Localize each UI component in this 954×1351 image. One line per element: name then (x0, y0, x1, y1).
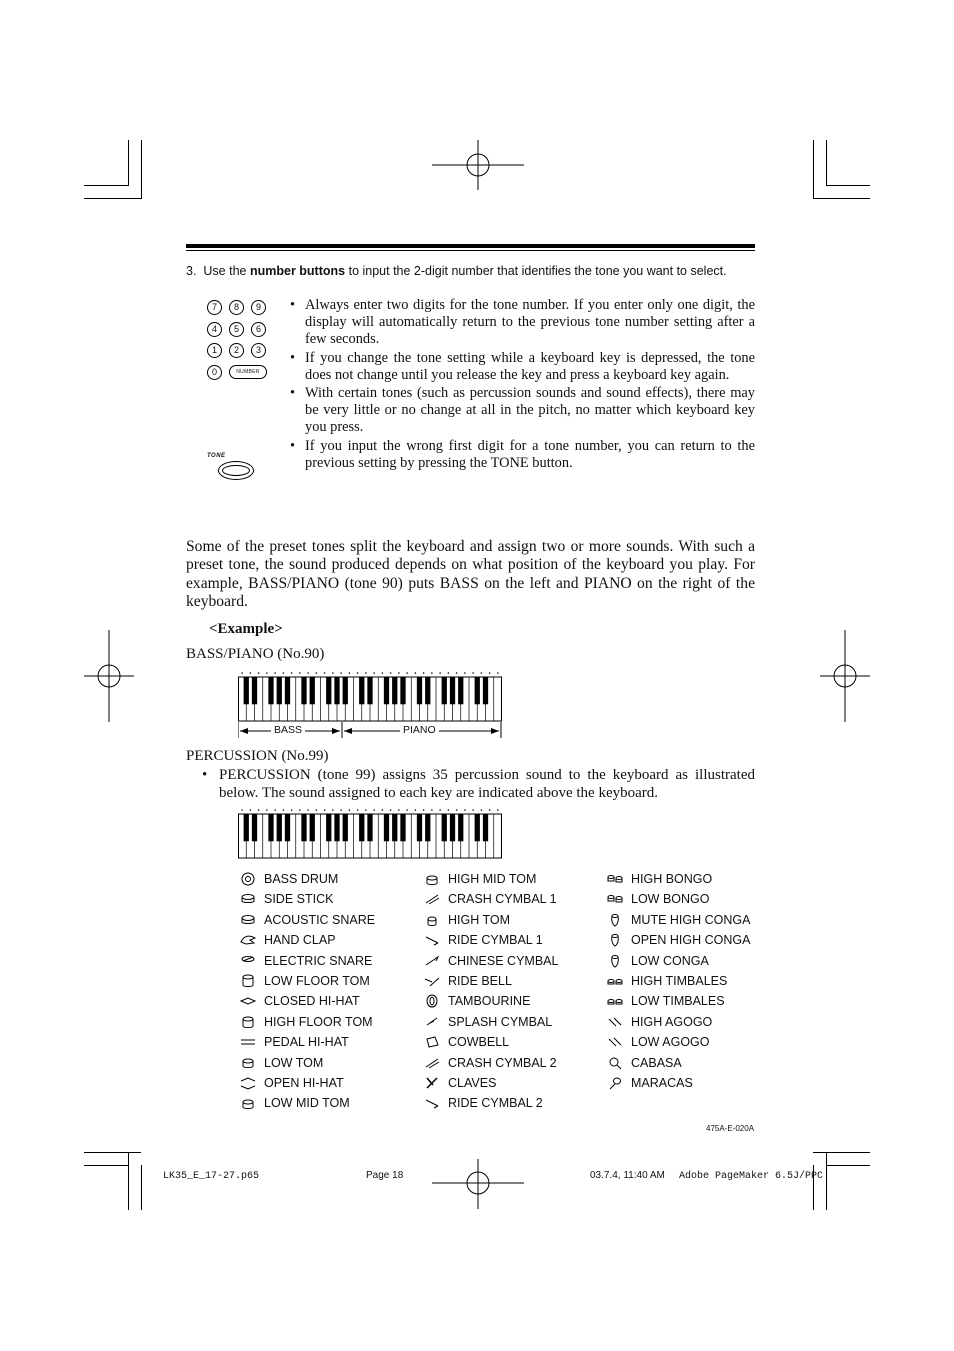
key-marker (283, 809, 285, 811)
bullet-dot: • (202, 767, 208, 783)
cabasa-icon (607, 1056, 623, 1070)
percussion-name: TAMBOURINE (448, 994, 531, 1009)
black-key (252, 677, 257, 704)
black-key (475, 814, 480, 841)
percussion-name: CRASH CYMBAL 2 (448, 1055, 557, 1070)
footer-page: Page 18 (366, 1170, 404, 1181)
black-key (425, 677, 430, 704)
conga-icon (607, 913, 623, 927)
key-marker (258, 672, 260, 674)
percussion-name: HIGH AGOGO (631, 1014, 713, 1029)
cowbell-icon (424, 1035, 440, 1049)
agogo-icon (607, 1035, 623, 1049)
crash-cymbal-icon (424, 1056, 440, 1070)
key-marker (382, 672, 384, 674)
key-marker (448, 672, 450, 674)
registration-mark-top (432, 140, 524, 190)
black-key (359, 814, 364, 841)
key-marker (365, 809, 367, 811)
key-marker (456, 809, 458, 811)
black-key (310, 677, 315, 704)
black-key (326, 677, 331, 704)
number-button: NUMBER (229, 365, 267, 379)
step-number: 3. (186, 264, 197, 278)
key-marker (489, 809, 491, 811)
key-marker (406, 809, 408, 811)
key-marker (398, 809, 400, 811)
black-key (326, 814, 331, 841)
key-marker (241, 672, 243, 674)
note-item: • If you input the wrong first digit for a tone number, you can return to the previous setting by pressing the TONE button. (290, 438, 755, 472)
ride-cymbal-icon (424, 933, 440, 947)
key-marker (340, 672, 342, 674)
black-key (442, 814, 447, 841)
keyboard-illustration (238, 670, 502, 722)
footer-filename: LK35_E_17-27.p65 (163, 1171, 260, 1182)
key-marker (316, 672, 318, 674)
black-key (442, 677, 447, 704)
percussion-name: RIDE CYMBAL 2 (448, 1096, 543, 1111)
percussion-name: ELECTRIC SNARE (264, 953, 373, 968)
percussion-name: LOW AGOGO (631, 1035, 710, 1050)
key-marker (464, 809, 466, 811)
key-marker (497, 672, 499, 674)
percussion-name: MARACAS (631, 1076, 693, 1090)
step-text-before: Use the (203, 264, 247, 278)
step-text-after: to input the 2-digit number that identifies the tone you want to select. (348, 264, 727, 278)
timbales-icon (607, 974, 623, 988)
key-marker (448, 809, 450, 811)
ride-cymbal-icon (424, 1096, 440, 1110)
black-key (301, 814, 306, 841)
key-marker (349, 672, 351, 674)
ride-bell-icon (424, 974, 440, 988)
splash-cymbal-icon (424, 1015, 440, 1029)
percussion-name: CHINESE CYMBAL (448, 953, 559, 968)
conga-icon (607, 954, 623, 968)
black-key (384, 814, 389, 841)
percussion-name: LOW FLOOR TOM (264, 974, 370, 988)
percussion-name: RIDE CYMBAL 1 (448, 933, 543, 948)
black-key (268, 677, 273, 704)
key-marker (382, 809, 384, 811)
percussion-name: SPLASH CYMBAL (448, 1014, 553, 1029)
percussion-name: LOW TIMBALES (631, 994, 725, 1009)
number-key-1: 1 (207, 343, 222, 358)
document-code: 475A-E-020A (706, 1124, 755, 1133)
claves-icon (424, 1076, 440, 1090)
pedal-hi-hat-icon (240, 1035, 256, 1049)
key-marker (497, 809, 499, 811)
key-marker (423, 809, 425, 811)
key-marker (431, 809, 433, 811)
percussion-name: HIGH TIMBALES (631, 974, 728, 988)
tone-label: TONE (207, 453, 226, 459)
key-marker (415, 809, 417, 811)
key-marker (472, 809, 474, 811)
step-bold-term: number buttons (249, 264, 346, 278)
percussion-name: BASS DRUM (264, 872, 339, 886)
percussion-name: ACOUSTIC SNARE (264, 912, 376, 927)
key-marker (266, 672, 268, 674)
number-key-3: 3 (251, 343, 266, 358)
key-marker (307, 672, 309, 674)
low-floor-tom-icon (240, 974, 256, 988)
black-key (285, 814, 290, 841)
key-marker (349, 809, 351, 811)
key-marker (390, 809, 392, 811)
registration-mark-left (84, 630, 134, 722)
key-marker (324, 672, 326, 674)
bass-piano-label: BASS/PIANO (No.90) (186, 646, 325, 662)
black-key (343, 814, 348, 841)
percussion-name: SIDE STICK (264, 892, 334, 907)
key-marker (316, 809, 318, 811)
key-marker (365, 672, 367, 674)
key-marker (291, 672, 293, 674)
key-marker (439, 809, 441, 811)
percussion-name: HAND CLAP (264, 933, 336, 948)
high-floor-tom-icon (240, 1015, 256, 1029)
percussion-name: CRASH CYMBAL 1 (448, 892, 557, 907)
key-marker (274, 672, 276, 674)
high-mid-tom-icon (424, 872, 440, 886)
percussion-name: COWBELL (448, 1035, 510, 1050)
key-marker (307, 809, 309, 811)
black-key (277, 677, 282, 704)
bass-drum-icon (240, 872, 256, 886)
key-marker (241, 809, 243, 811)
black-key (367, 677, 372, 704)
black-key (367, 814, 372, 841)
tone-button (218, 461, 254, 480)
percussion-name: MUTE HIGH CONGA (631, 912, 751, 927)
key-marker (266, 809, 268, 811)
key-marker (258, 809, 260, 811)
low-tom-icon (240, 1056, 256, 1070)
header-rule (186, 244, 755, 248)
number-key-4: 4 (207, 322, 222, 337)
low-mid-tom-icon (240, 1096, 256, 1110)
black-key (268, 814, 273, 841)
key-marker (332, 672, 334, 674)
black-key (450, 814, 455, 841)
percussion-name: LOW MID TOM (264, 1096, 350, 1111)
tambourine-icon (424, 994, 440, 1008)
key-marker (274, 809, 276, 811)
key-marker (398, 672, 400, 674)
number-key-9: 9 (251, 300, 266, 315)
black-key (252, 814, 257, 841)
key-marker (406, 672, 408, 674)
key-marker (489, 672, 491, 674)
key-marker (390, 672, 392, 674)
black-key (301, 677, 306, 704)
number-key-6: 6 (251, 322, 266, 337)
black-key (458, 814, 463, 841)
percussion-name: LOW BONGO (631, 892, 710, 907)
percussion-name: HIGH MID TOM (448, 872, 537, 886)
keyboard-percussion (238, 806, 502, 860)
electric-snare-icon (240, 954, 256, 968)
key-marker (250, 672, 252, 674)
crash-cymbal-icon (424, 892, 440, 906)
black-key (343, 677, 348, 704)
black-key (310, 814, 315, 841)
chinese-cymbal-icon (424, 954, 440, 968)
step-3 (186, 263, 755, 280)
header-rule-thin (186, 250, 755, 251)
key-marker (340, 809, 342, 811)
key-marker (324, 809, 326, 811)
percussion-name: CLAVES (448, 1076, 497, 1090)
black-key (417, 814, 422, 841)
note-item: • If you change the tone setting while a keyboard key is depressed, the tone does not change until you release the key and press a keyboard key again. (290, 350, 755, 384)
key-marker (431, 672, 433, 674)
percussion-name: HIGH FLOOR TOM (264, 1014, 373, 1029)
closed-hi-hat-icon (240, 994, 256, 1008)
number-key-8: 8 (229, 300, 244, 315)
key-marker (464, 672, 466, 674)
maracas-icon (607, 1076, 623, 1090)
conga-icon (607, 933, 623, 947)
percussion-name: HIGH BONGO (631, 872, 713, 886)
key-marker (357, 809, 359, 811)
black-key (334, 814, 339, 841)
keyboard-bass-piano (238, 670, 502, 722)
key-marker (415, 672, 417, 674)
key-marker (299, 809, 301, 811)
side-stick-icon (240, 892, 256, 906)
percussion-name: CLOSED HI-HAT (264, 994, 360, 1009)
open-hi-hat-icon (240, 1076, 256, 1090)
percussion-label: PERCUSSION (No.99) (186, 748, 329, 764)
key-marker (283, 672, 285, 674)
black-key (400, 677, 405, 704)
key-marker (357, 672, 359, 674)
key-marker (423, 672, 425, 674)
black-key (483, 814, 488, 841)
key-marker (291, 809, 293, 811)
black-key (392, 814, 397, 841)
key-marker (373, 672, 375, 674)
black-key (244, 814, 249, 841)
percussion-name: PEDAL HI-HAT (264, 1035, 349, 1050)
timbales-icon (607, 994, 623, 1008)
keyboard-illustration (238, 806, 502, 860)
registration-mark-right (820, 630, 870, 722)
percussion-name: LOW TOM (264, 1055, 324, 1070)
black-key (359, 677, 364, 704)
agogo-icon (607, 1015, 623, 1029)
hand-clap-icon (240, 933, 256, 947)
percussion-name: HIGH TOM (448, 912, 511, 927)
percussion-name: RIDE BELL (448, 974, 512, 988)
footer-app: Adobe PageMaker 6.5J/PPC (679, 1171, 824, 1182)
key-marker (472, 672, 474, 674)
note-item: • Always enter two digits for the tone number. If you enter only one digit, the display will automatically return to the previous tone number setting after a few seconds. (290, 297, 755, 349)
high-tom-icon (424, 913, 440, 927)
split-paragraph: Some of the preset tones split the keyboard and assign two or more sounds. With such a preset tone, the sound produced depends on what position of the keyboard you play. For example, BASS/PIANO (tone 90) puts BASS on the left and PIANO on the right of the keyboard. (186, 538, 755, 611)
bass-zone-label: BASS (271, 724, 305, 736)
black-key (450, 677, 455, 704)
key-marker (250, 809, 252, 811)
percussion-name: CABASA (631, 1055, 682, 1070)
high-bongo-icon (607, 872, 623, 886)
number-key-5: 5 (229, 322, 244, 337)
black-key (483, 677, 488, 704)
percussion-name: OPEN HIGH CONGA (631, 933, 751, 948)
footer-date: 03.7.4, 11:40 AM (590, 1170, 665, 1181)
black-key (285, 677, 290, 704)
black-key (392, 677, 397, 704)
key-marker (373, 809, 375, 811)
black-key (458, 677, 463, 704)
black-key (475, 677, 480, 704)
number-key-2: 2 (229, 343, 244, 358)
black-key (384, 677, 389, 704)
key-marker (299, 672, 301, 674)
note-item: • With certain tones (such as percussion sounds and sound effects), there may be very little or no change at all in the pitch, no matter which keyboard key you press. (290, 385, 755, 437)
number-key-7: 7 (207, 300, 222, 315)
example-heading: <Example> (209, 621, 283, 637)
number-key-0: 0 (207, 365, 222, 380)
registration-mark-bottom (432, 1159, 524, 1209)
step-notes (290, 297, 755, 473)
key-marker (481, 809, 483, 811)
black-key (244, 677, 249, 704)
key-marker (439, 672, 441, 674)
black-key (425, 814, 430, 841)
acoustic-snare-icon (240, 913, 256, 927)
percussion-note-text: PERCUSSION (tone 99) assigns 35 percussion sound to the keyboard as illustrated below. The sound assigned to each key are indicated above the keyboard. (219, 767, 755, 801)
black-key (417, 677, 422, 704)
black-key (334, 677, 339, 704)
percussion-name: OPEN HI-HAT (264, 1076, 344, 1090)
black-key (277, 814, 282, 841)
piano-zone-label: PIANO (400, 724, 439, 736)
low-bongo-icon (607, 892, 623, 906)
key-marker (481, 672, 483, 674)
percussion-name: LOW CONGA (631, 953, 709, 968)
key-marker (456, 672, 458, 674)
key-marker (332, 809, 334, 811)
black-key (400, 814, 405, 841)
